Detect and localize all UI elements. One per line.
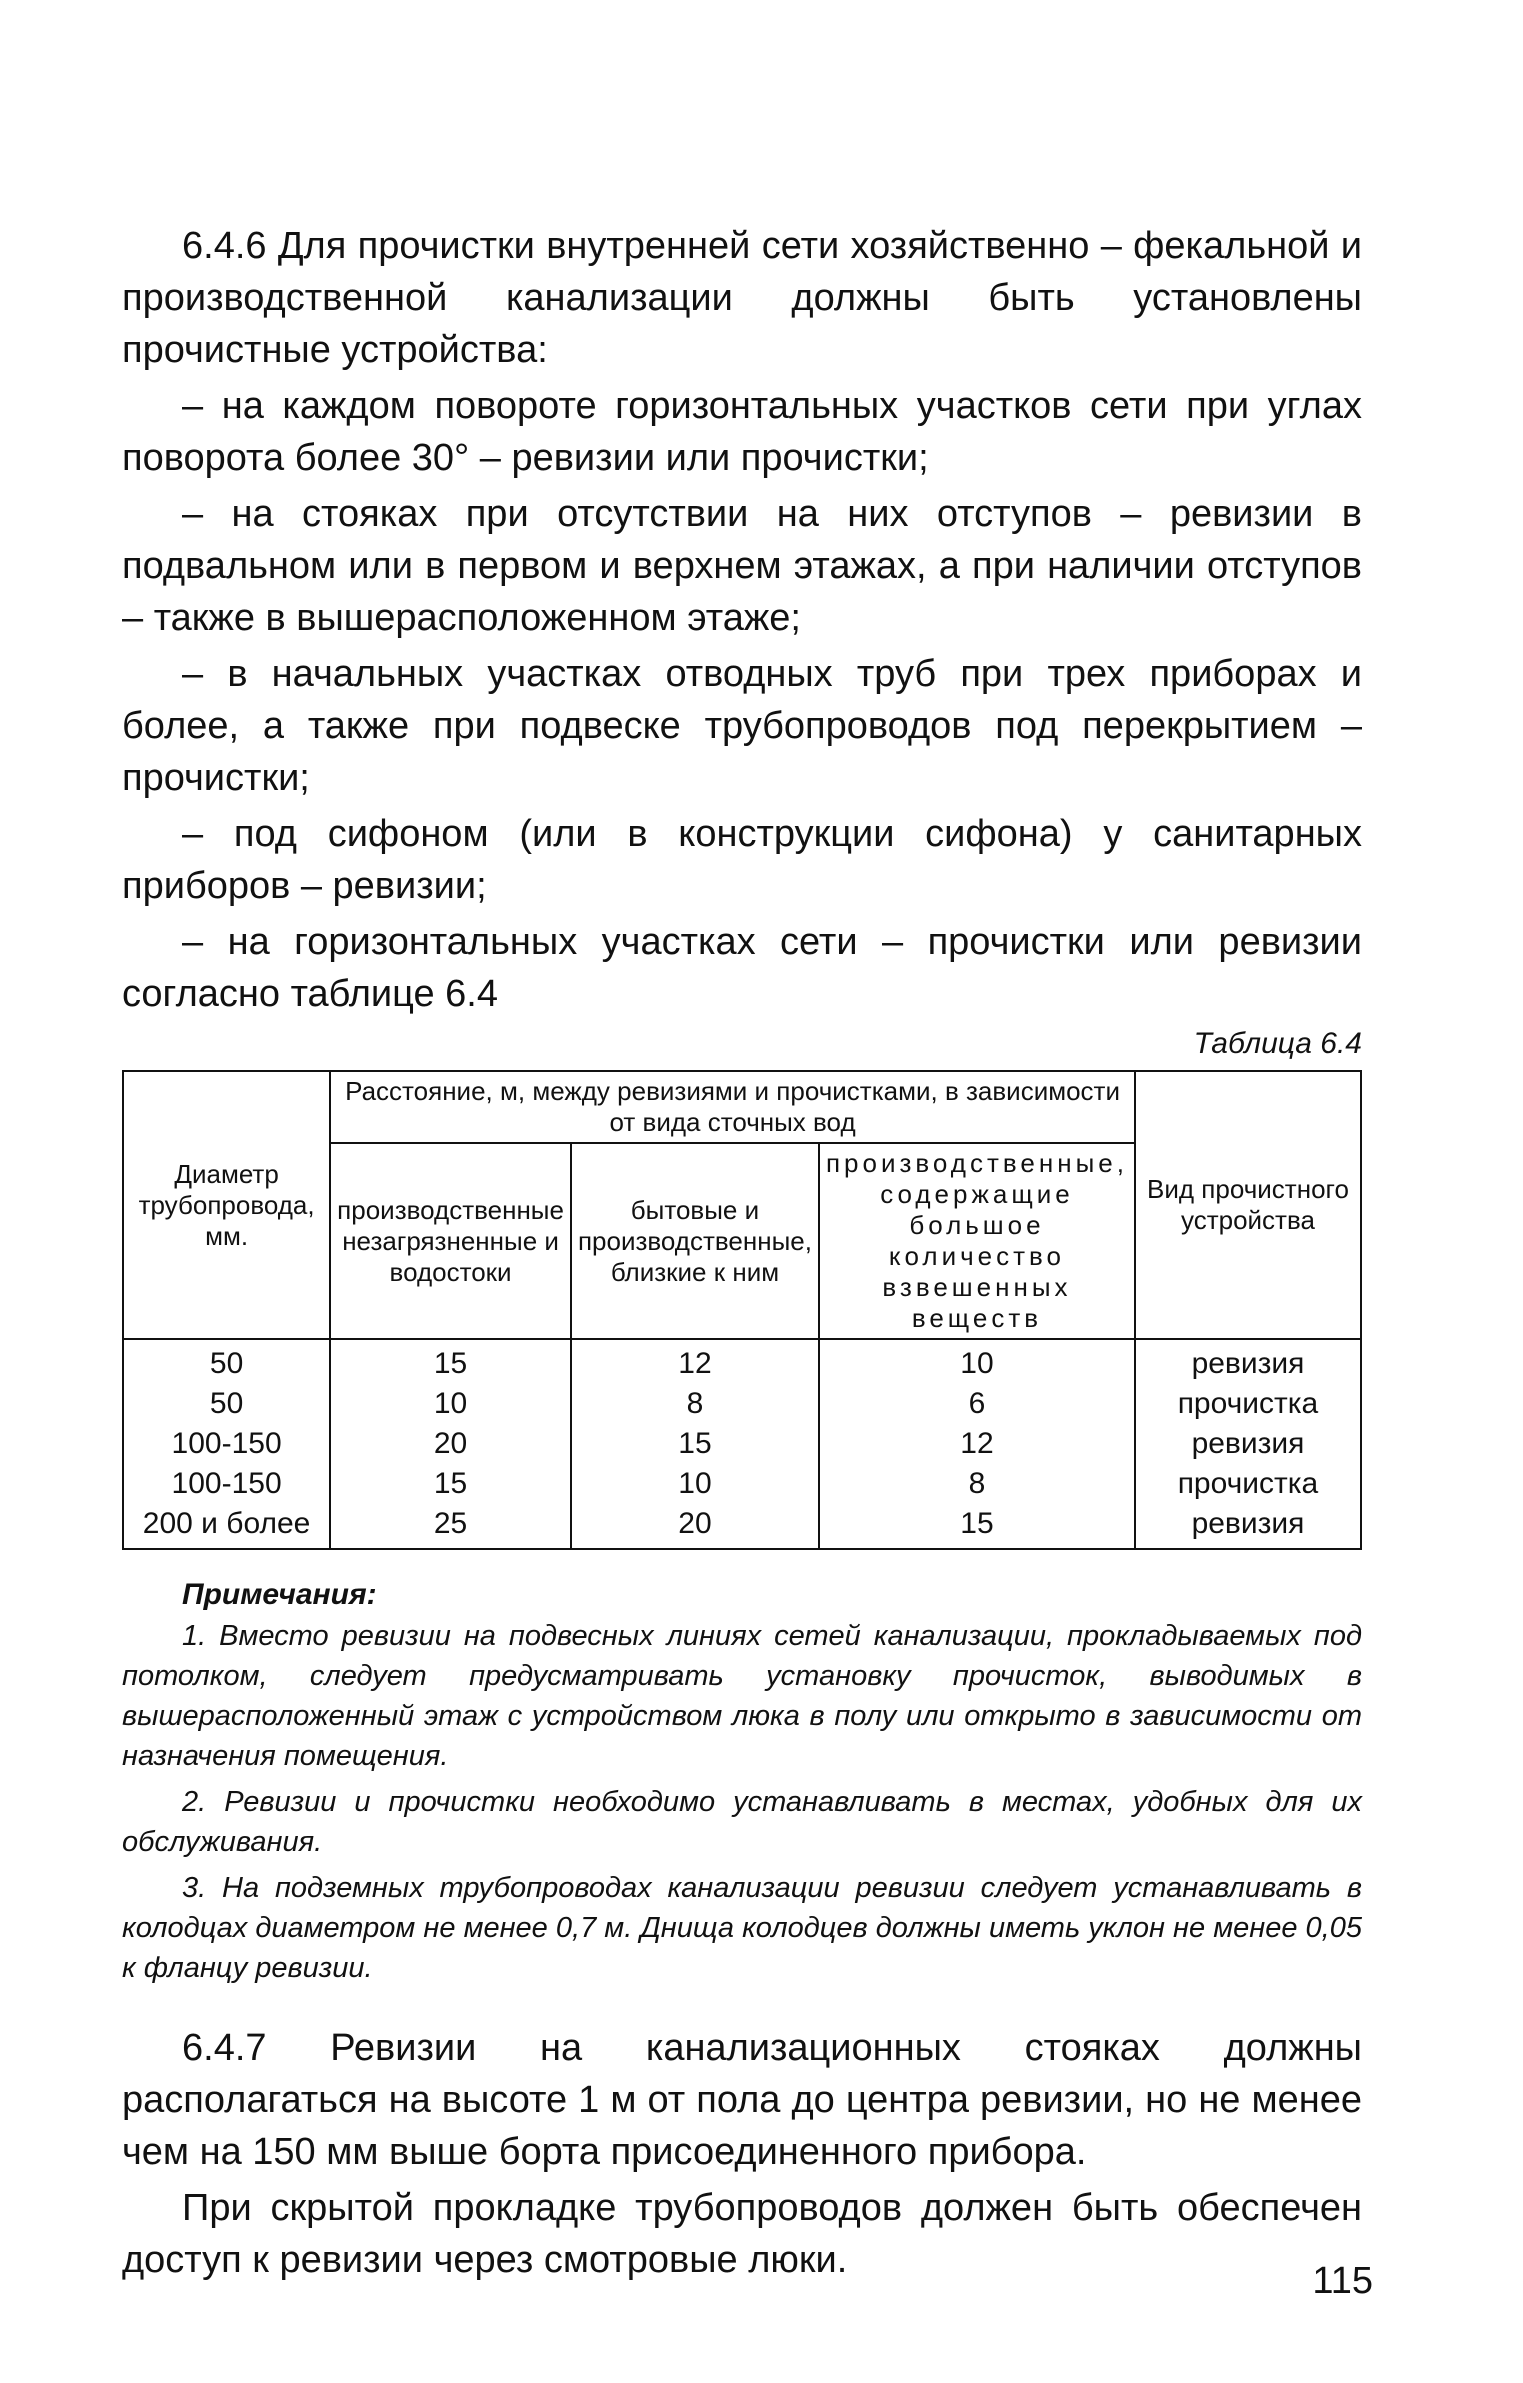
header-device-kind: Вид прочистного устройства [1135,1071,1361,1339]
note-item: 3. На подземных трубопроводах канализации ревизии следует устанавливать в колодцах диаметром не менее 0,7 м. Днища колодцев должны иметь уклон не менее 0,05 к фланцу ревизии. [122,1872,1362,1984]
list-item: – на стояках при отсутствии на них отступов – ревизии в подвальном или в первом и верхнем этажах, а при наличии отступов – также в вышерасположенном этаже; [122,493,1362,639]
table-cell: 15 [960,1507,994,1540]
table-cell: 100-150 [171,1467,282,1500]
header-diameter: Диаметр трубопровода, мм. [123,1071,330,1339]
table-cell: 8 [686,1387,704,1420]
list-item: – в начальных участках отводных труб при трех приборах и более, а также при подвеске трубопроводов под перекрытием – прочистки; [122,653,1362,799]
section-6-4-7-p1: 6.4.7 Ревизии на канализационных стояках должны располагаться на высоте 1 м от пола до центра ревизии, но не менее чем на 150 мм выше борта присоединенного прибора. [122,2027,1362,2173]
section-6-4-7-p2: При скрытой прокладке трубопроводов должен быть обеспечен доступ к ревизии через смотровые люки. [122,2187,1362,2281]
table-body-row [123,1339,1361,1549]
note-item: 1. Вместо ревизии на подвесных линиях сетей канализации, прокладываемых под потолком, следует предусматривать установку прочисток, выводимых в вышерасположенный этаж с устройством люка в полу или открыто в зависимости от назначения помещения. [122,1620,1362,1772]
distance-c-column [819,1339,1135,1549]
table-cell: ревизия [1191,1427,1305,1460]
table-cell: 8 [968,1467,986,1500]
table-cell: 12 [678,1347,712,1380]
cleanout-distance-table [122,1070,1362,1550]
list-item: – под сифоном (или в конструкции сифона) у санитарных приборов – ревизии; [122,813,1362,907]
section-6-4-6-intro: 6.4.6 Для прочистки внутренней сети хозяйственно – фекальной и производственной канализации должны быть установлены прочистные устройства: [122,225,1362,371]
page-content [122,220,1362,2290]
page-number: 115 [1312,2260,1373,2302]
table-cell: 10 [433,1387,468,1420]
table-cell: 50 [209,1347,244,1380]
table-cell: 15 [433,1347,468,1380]
notes-block [122,1576,1362,1988]
table-cell: прочистка [1177,1387,1319,1420]
note-item: 2. Ревизии и прочистки необходимо устанавливать в местах, удобных для их обслуживания. [122,1786,1362,1858]
table-cell: ревизия [1191,1507,1305,1540]
table-cell: ревизия [1191,1347,1305,1380]
table-cell: 15 [433,1467,468,1500]
diameter-column [123,1339,330,1549]
header-distance: Расстояние, м, между ревизиями и прочистками, в зависимости от вида сточных вод [330,1071,1135,1143]
list-item: – на каждом повороте горизонтальных участков сети при углах поворота более 30° – ревизии или прочистки; [122,385,1362,479]
distance-a-column [330,1339,571,1549]
table-cell: 12 [960,1427,994,1460]
table-cell: 25 [433,1507,468,1540]
table-cell: прочистка [1177,1467,1319,1500]
header-sub-c: производственные, содержащие большое количество взвешенных веществ [819,1143,1135,1339]
table-cell: 50 [209,1387,244,1420]
header-sub-a: производственные незагрязненные и водостоки [330,1143,571,1339]
list-item: – на горизонтальных участках сети – прочистки или ревизии согласно таблице 6.4 [122,921,1362,1015]
header-sub-b: бытовые и производственные, близкие к ним [571,1143,819,1339]
table-cell: 100-150 [171,1427,282,1460]
table-cell: 10 [960,1347,994,1380]
table-cell: 10 [678,1467,712,1500]
table-cell: 20 [678,1507,712,1540]
table-cell: 20 [433,1427,468,1460]
device-kind-column [1135,1339,1361,1549]
table-cell: 15 [678,1427,712,1460]
table-cell: 6 [968,1387,986,1420]
distance-b-column [571,1339,819,1549]
notes-heading: Примечания: [182,1578,377,1611]
table-caption: Таблица 6.4 [1193,1027,1362,1060]
table-cell: 200 и более [142,1507,311,1540]
